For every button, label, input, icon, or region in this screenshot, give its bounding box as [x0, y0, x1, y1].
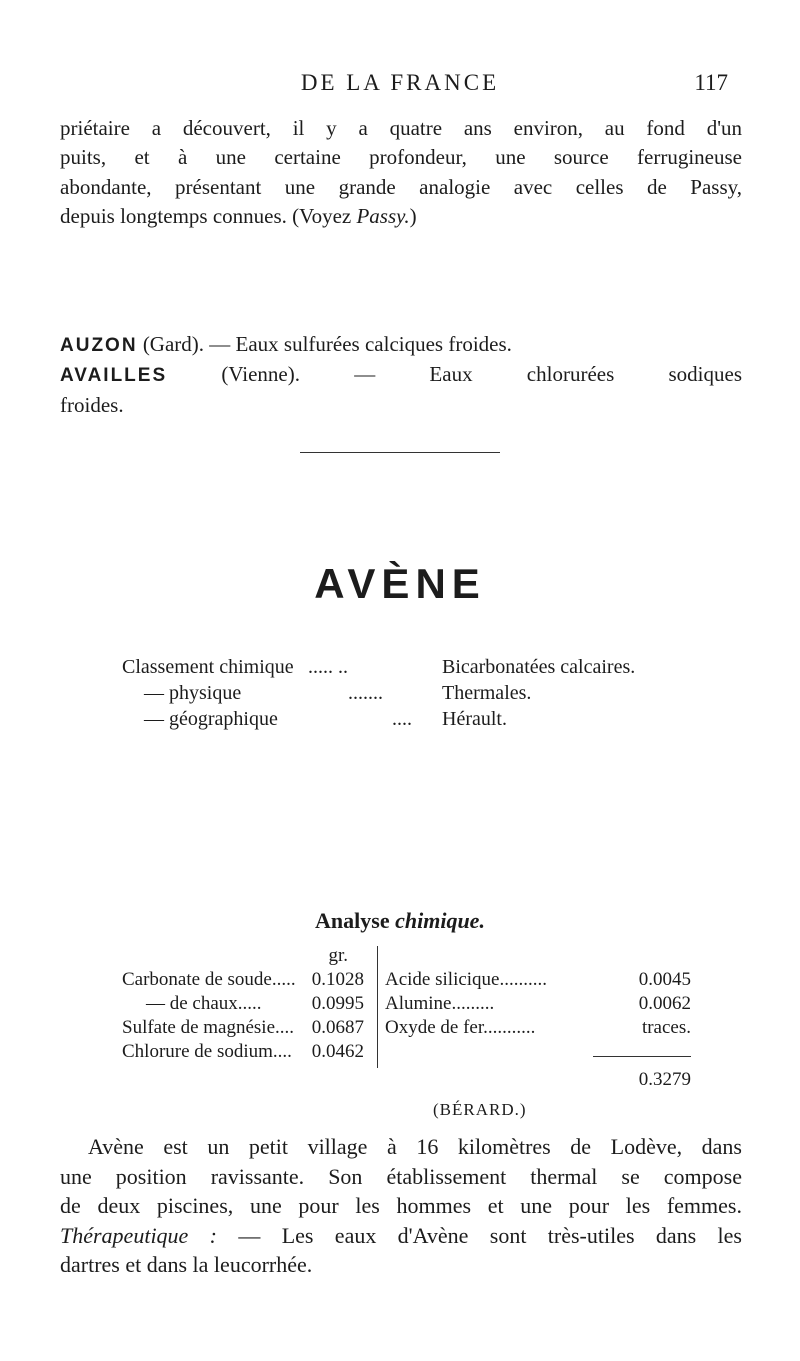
entry-auzon: [60, 330, 742, 360]
analysis-title-italic: chimique.: [395, 908, 485, 933]
table-row: [122, 1040, 364, 1064]
intro-line: puits, et à une certaine profondeur, une source ferrugineuse: [60, 145, 742, 170]
description-line: une position ravissante. Son établissement thermal se compose: [60, 1163, 742, 1189]
spa-entries: [60, 330, 742, 420]
therapeutic-cont: dartres et dans la leucorrhée.: [60, 1252, 313, 1277]
row-value: traces.: [641, 1017, 691, 1038]
page-number: 117: [694, 70, 728, 95]
description-paragraph: [60, 1132, 742, 1280]
table-row: [385, 992, 691, 1016]
entry-desc: (Vienne). — Eaux chlorurées sodiques: [167, 362, 742, 387]
analysis-author: (BÉRARD.): [433, 1100, 527, 1119]
classification-value: Thermales.: [442, 682, 532, 704]
analysis-table-right: [385, 968, 691, 1040]
total-block: [585, 1068, 691, 1092]
entry-availles: [60, 360, 742, 390]
therapeutic-line: [60, 1221, 742, 1251]
intro-line: priétaire a découvert, il y a quatre ans environ, au fond d'un: [60, 116, 742, 140]
table-row: [122, 992, 364, 1016]
classification-label: Classement chimique: [122, 656, 294, 678]
total-value: 0.3279: [638, 1069, 691, 1090]
classification-dots: .......: [348, 682, 383, 704]
row-label: Alumine.........: [385, 993, 495, 1014]
description-line: Avène est un petit village à 16 kilomètres de Lodève, dans: [88, 1134, 742, 1159]
section-title: AVÈNE: [314, 560, 486, 607]
row-value: 0.0062: [638, 993, 691, 1014]
unit-row: [122, 944, 364, 968]
row-value: 0.0462: [311, 1041, 364, 1062]
row-value: 0.1028: [311, 969, 364, 990]
analysis-title: [0, 908, 800, 934]
row-label: Chlorure de sodium....: [122, 1041, 292, 1062]
classification-dots: ..... ..: [308, 656, 348, 678]
row-value: 0.0995: [311, 993, 364, 1014]
table-row: [385, 968, 691, 992]
intro-paragraph: [60, 114, 742, 231]
table-separator: [377, 946, 378, 1068]
classification-label: — géographique: [144, 708, 278, 730]
row-value: 0.0687: [311, 1017, 364, 1038]
analysis-table-left: [122, 944, 364, 1064]
row-label: Oxyde de fer...........: [385, 1017, 536, 1038]
description-line: de deux piscines, une pour les hommes et une pour les femmes.: [60, 1193, 742, 1218]
classification-row: [122, 680, 682, 706]
intro-line-last: [60, 202, 742, 231]
intro-last-close: ): [409, 203, 417, 228]
entry-name: AVAILLES: [60, 365, 168, 387]
entry-desc: (Gard). — Eaux sulfurées calciques froides.: [137, 332, 512, 356]
classification-row: [122, 654, 682, 680]
row-label: — de chaux.....: [146, 993, 262, 1014]
classification-row: [122, 706, 682, 732]
classification-block: [122, 654, 682, 732]
row-value: 0.0045: [638, 969, 691, 990]
intro-last-text: depuis longtemps connues. (Voyez: [60, 203, 357, 228]
header-title: DE LA FRANCE: [300, 70, 500, 95]
row-label: Acide silicique..........: [385, 969, 547, 990]
classification-value: Hérault.: [442, 708, 507, 730]
table-row: [122, 968, 364, 992]
running-header: [60, 62, 740, 102]
total-rule: [593, 1056, 691, 1057]
analysis-title-text: Analyse: [315, 908, 390, 933]
unit-label: gr.: [328, 945, 348, 966]
section-divider: [300, 452, 500, 453]
intro-line: abondante, présentant une grande analogie avec celles de Passy,: [60, 174, 742, 199]
table-row: [385, 1016, 691, 1040]
row-label: Carbonate de soude.....: [122, 969, 296, 990]
therapeutic-text: — Les eaux d'Avène sont très-utiles dans les: [217, 1222, 742, 1248]
entry-name: AUZON: [60, 335, 138, 356]
classification-value: Bicarbonatées calcaires.: [442, 656, 636, 678]
passy-reference: Passy.: [356, 203, 410, 228]
row-label: Sulfate de magnésie....: [122, 1017, 295, 1038]
therapeutic-label: Thérapeutique :: [60, 1222, 217, 1248]
table-row: [122, 1016, 364, 1040]
classification-dots: ....: [392, 708, 412, 730]
classification-label: — physique: [144, 682, 242, 704]
entry-continuation: froides.: [60, 392, 124, 417]
